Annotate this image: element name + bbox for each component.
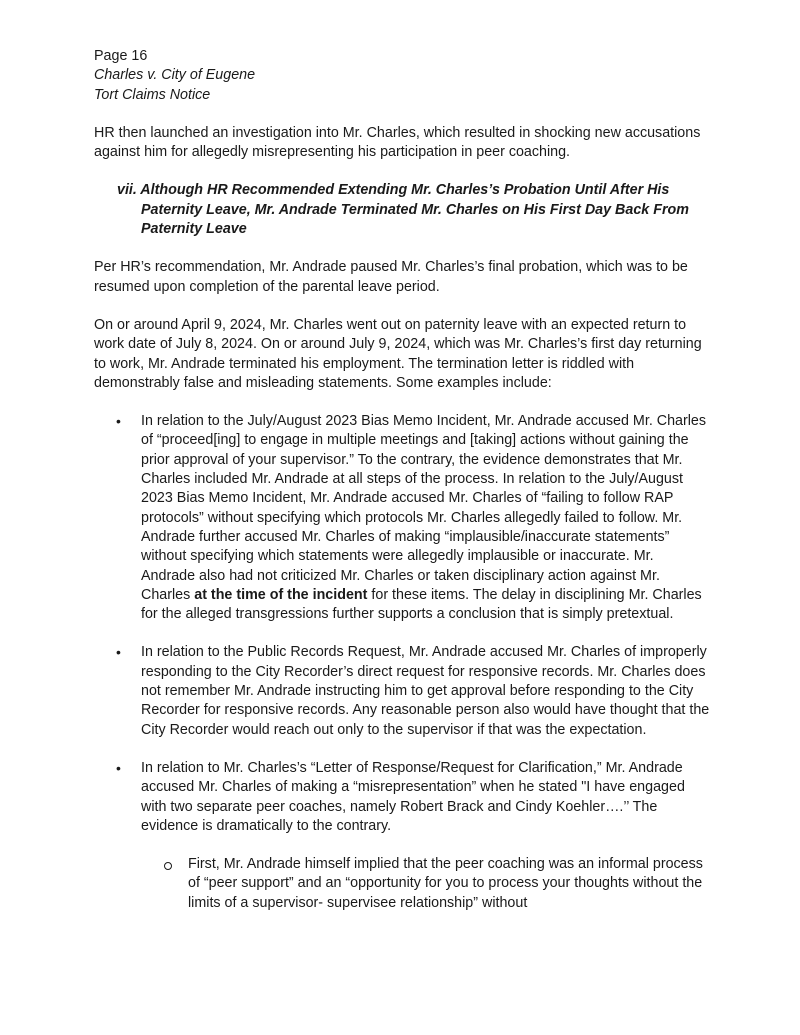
document-page [94, 47, 710, 932]
list-item [94, 643, 710, 739]
bullet-text-letter-of-response: In relation to Mr. Charles’s “Letter of Response/Request for Clarification,” Mr. Andrade accused Mr. Charles of making a “misrepresentation” when he stated "I have engaged with two separate peer coaches, namely Robert Brack and Cindy Koehler….’’ The evidence is dramatically to the contrary. [141, 759, 685, 834]
list-item [141, 855, 710, 913]
bullet-marker: • [116, 413, 121, 430]
sub-bullet-text-first: First, Mr. Andrade himself implied that the peer coaching was an informal process of “peer support” and an “opportunity for you to process your thoughts without the limits of a supervisor- supervisee relationship” without [188, 856, 703, 911]
section-heading: vii. Although HR Recommended Extending Mr. Charles’s Probation Until After His Paternity Leave, Mr. Andrade Terminated Mr. Charles on His First Day Back From Paternity Leave [117, 182, 689, 238]
bullet-text-bias-memo: In relation to the July/August 2023 Bias Memo Incident, Mr. Andrade accused Mr. Charles of “proceed[ing] to engage in multiple meetings and [taking] actions without gaining the prior approval of your supervisor.” To the contrary, the evidence demonstrates that Mr. Charles included Mr. Andrade at all steps of the process. In relation to the July/August 2023 Bias Memo Incident, Mr. Andrade accused Mr. Charles of “failing to follow RAP protocols” without specifying which protocols Mr. Charles allegedly failed to follow. Mr. Andrade further accused Mr. Charles of making “implausible/inaccurate statements” without specifying which statements were allegedly implausible or inaccurate. Mr. Andrade also had not criticized Mr. Charles or taken disciplinary action against Mr. Charles at the time of the incident for these items. The delay in disciplining Mr. Charles for the alleged transgressions further supports a conclusion that is simply pretextual. [141, 413, 707, 623]
bullet-text-public-records: In relation to the Public Records Request, Mr. Andrade accused Mr. Charles of improperly responding to the City Recorder’s direct request for responsive records. Mr. Charles does not remember Mr. Andrade instructing him to get approval before responding to the City Recorder for responsive records. Any reasonable person also would have thought that the City Recorder would reach out only to the supervisor if that was the expectation. [141, 644, 710, 738]
emphasis-time-of-incident: at the time of the incident [194, 586, 368, 603]
bullet-marker: • [116, 759, 121, 776]
paragraph-hr-recommendation: Per HR’s recommendation, Mr. Andrade paused Mr. Charles’s final probation, which was to be resumed upon completion of the parental leave period. [94, 259, 688, 295]
paragraph-intro: HR then launched an investigation into Mr. Charles, which resulted in shocking new accusations against him for allegedly misrepresenting his participation in peer coaching. [94, 124, 701, 161]
list-item [94, 412, 710, 624]
document-type: Tort Claims Notice [94, 86, 211, 103]
sub-bullet-list [141, 855, 710, 913]
case-name: Charles v. City of Eugene [94, 67, 256, 84]
bullet-list [94, 412, 710, 913]
paragraph-paternity-leave: On or around April 9, 2024, Mr. Charles went out on paternity leave with an expected return to work date of July 8, 2024. On or around July 9, 2024, which was Mr. Charles’s first day returning to work, Mr. Andrade terminated his employment. The termination letter is riddled with demonstrably false and misleading statements. Some examples include: [94, 316, 702, 391]
circle-bullet-icon [164, 862, 172, 870]
bullet-marker: • [116, 644, 121, 661]
list-item [94, 759, 710, 913]
page-header [94, 47, 710, 105]
page-number: Page 16 [94, 48, 148, 64]
